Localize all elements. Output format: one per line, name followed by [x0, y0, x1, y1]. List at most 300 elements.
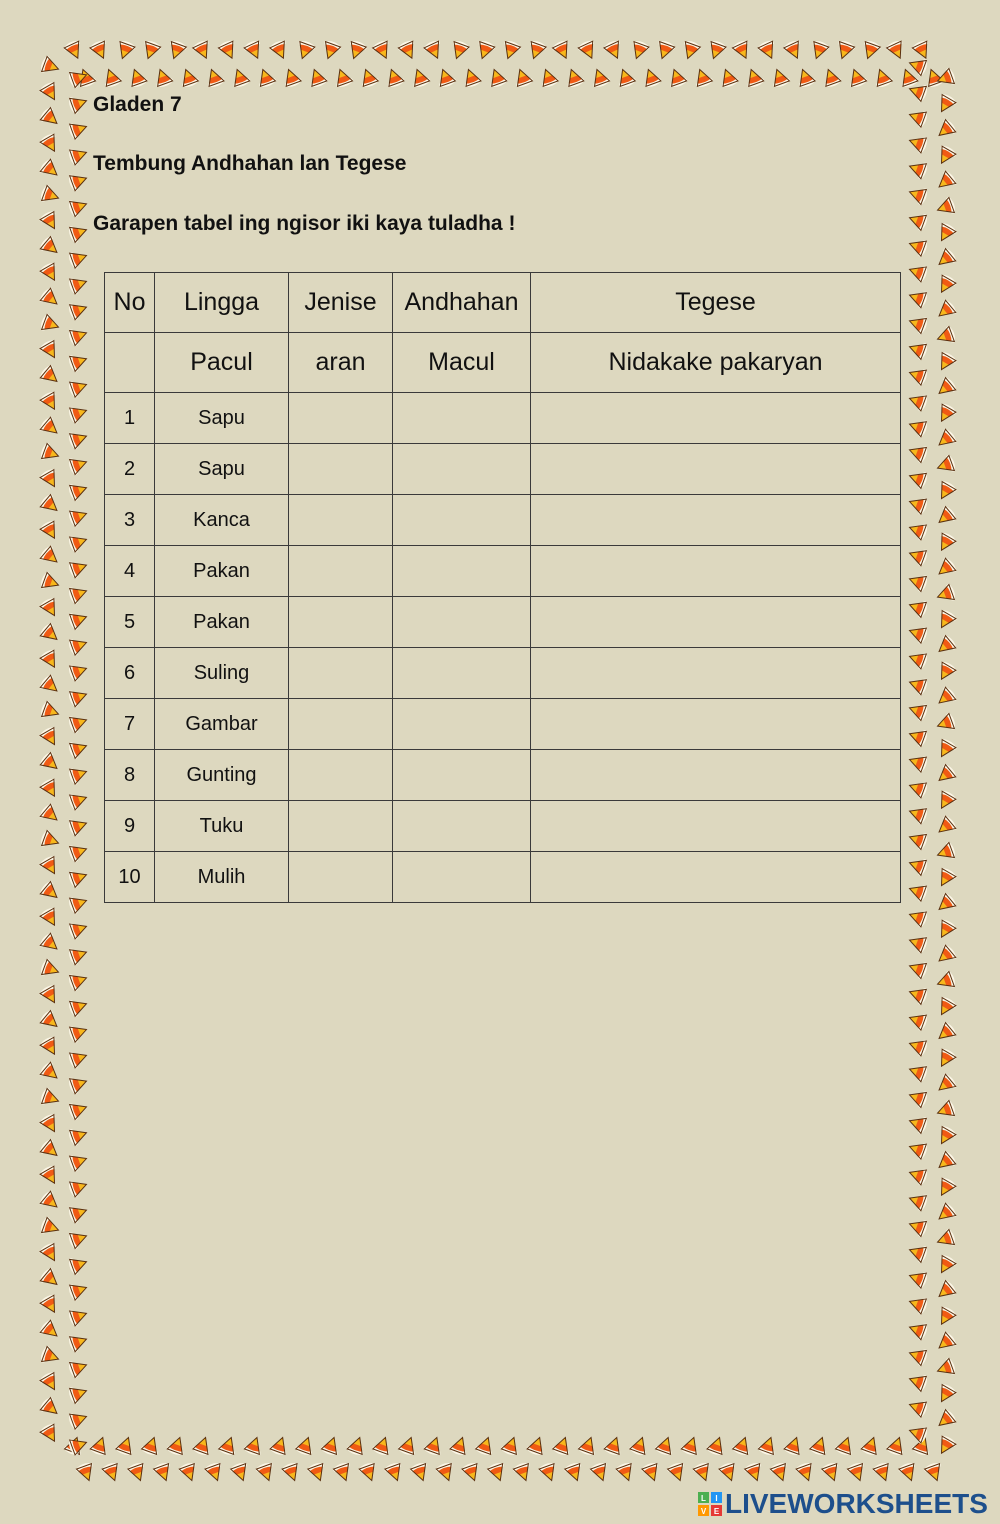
candy-corn-icon	[730, 38, 754, 61]
candy-corn-icon	[512, 1461, 535, 1484]
candy-corn-icon	[934, 454, 957, 477]
candy-corn-icon	[628, 39, 651, 62]
candy-corn-icon	[933, 943, 958, 968]
candy-corn-icon	[67, 531, 90, 554]
candy-corn-icon	[782, 38, 806, 61]
candy-corn-icon	[934, 1099, 957, 1122]
candy-corn-icon	[906, 1396, 929, 1419]
candy-corn-icon	[38, 1266, 63, 1291]
answer-tegese-field[interactable]	[531, 393, 901, 444]
candy-corn-icon	[67, 1356, 90, 1379]
candy-corn-icon	[906, 287, 929, 310]
candy-corn-icon	[933, 891, 958, 916]
example-andhahan: Macul	[393, 333, 531, 393]
candy-corn-icon	[906, 467, 929, 490]
candy-corn-icon	[409, 66, 432, 89]
candy-corn-icon	[294, 1434, 317, 1457]
candy-corn-icon	[614, 66, 637, 89]
candy-corn-icon	[934, 1357, 957, 1380]
candy-corn-icon	[602, 1434, 625, 1457]
row-lingga: Mulih	[155, 852, 289, 903]
candy-corn-icon	[679, 39, 702, 62]
answer-andhahan-field[interactable]	[393, 495, 531, 546]
table-row	[105, 546, 901, 597]
answer-tegese-field[interactable]	[531, 597, 901, 648]
answer-jenise-field[interactable]	[289, 546, 393, 597]
candy-corn-icon	[906, 183, 929, 206]
candy-corn-icon	[255, 1461, 278, 1484]
candy-corn-icon	[39, 1345, 62, 1368]
candy-corn-icon	[38, 1189, 63, 1214]
candy-corn-icon	[906, 906, 929, 929]
candy-corn-icon	[67, 1331, 90, 1354]
candy-corn-icon	[906, 1164, 929, 1187]
candy-corn-icon	[38, 519, 62, 543]
candy-corn-icon	[152, 66, 175, 89]
candy-corn-icon	[67, 118, 90, 141]
logo-text: LIVEWORKSHEETS	[725, 1488, 988, 1519]
candy-corn-icon	[933, 1330, 958, 1355]
worksheet-title: Gladen 7	[93, 93, 182, 116]
candy-corn-icon	[67, 1408, 90, 1431]
candy-corn-icon	[38, 1318, 63, 1343]
candy-corn-icon	[691, 66, 714, 89]
candy-corn-icon	[67, 428, 90, 451]
candy-corn-icon	[934, 737, 958, 761]
example-jenise: aran	[289, 333, 393, 393]
candy-corn-icon	[757, 1434, 780, 1457]
candy-corn-icon	[743, 66, 766, 89]
candy-corn-icon	[934, 1382, 958, 1406]
candy-corn-icon	[906, 364, 929, 387]
candy-corn-icon	[345, 1434, 368, 1457]
candy-corn-icon	[38, 621, 63, 646]
candy-corn-icon	[383, 66, 406, 89]
candy-corn-icon	[229, 1461, 252, 1484]
answer-andhahan-field[interactable]	[393, 699, 531, 750]
candy-corn-icon	[67, 1098, 90, 1121]
candy-corn-icon	[67, 711, 90, 734]
answer-tegese-field[interactable]	[531, 495, 901, 546]
candy-corn-icon	[563, 1461, 586, 1484]
candy-corn-icon	[67, 737, 90, 760]
candy-corn-icon	[654, 1434, 677, 1457]
candy-corn-icon	[906, 648, 929, 671]
candy-corn-icon	[38, 157, 63, 182]
candy-corn-icon	[38, 390, 62, 414]
candy-corn-icon	[794, 1461, 817, 1484]
candy-corn-icon	[38, 673, 63, 698]
candy-corn-icon	[67, 1202, 90, 1225]
candy-corn-icon	[934, 196, 957, 219]
row-lingga: Sapu	[155, 393, 289, 444]
candy-corn-icon	[191, 1434, 214, 1457]
candy-corn-icon	[474, 1434, 497, 1457]
row-no: 1	[105, 393, 155, 444]
candy-corn-icon	[38, 725, 62, 749]
candy-corn-icon	[67, 273, 90, 296]
candy-corn-icon	[933, 1072, 958, 1097]
row-lingga: Pakan	[155, 597, 289, 648]
row-no: 3	[105, 495, 155, 546]
candy-corn-icon	[38, 1241, 62, 1265]
candy-corn-icon	[39, 700, 62, 723]
candy-corn-icon	[906, 338, 929, 361]
candy-corn-icon	[906, 1370, 929, 1393]
candy-corn-icon	[39, 55, 62, 78]
candy-corn-icon	[371, 38, 395, 61]
row-lingga: Kanca	[155, 495, 289, 546]
candy-corn-icon	[934, 608, 958, 632]
candy-corn-icon	[933, 762, 958, 787]
candy-corn-icon	[885, 1434, 908, 1457]
candy-corn-icon	[906, 235, 929, 258]
candy-corn-icon	[640, 1461, 663, 1484]
candy-corn-icon	[906, 880, 929, 903]
candy-corn-icon	[934, 350, 958, 374]
candy-corn-icon	[933, 1201, 958, 1226]
candy-corn-icon	[39, 442, 62, 465]
candy-corn-icon	[67, 918, 90, 941]
candy-corn-icon	[934, 221, 958, 245]
candy-corn-icon	[39, 829, 62, 852]
candy-corn-icon	[331, 66, 354, 89]
candy-corn-icon	[67, 453, 90, 476]
candy-corn-icon	[934, 92, 958, 116]
candy-corn-icon	[906, 312, 929, 335]
candy-corn-icon	[933, 504, 958, 529]
candy-corn-icon	[114, 1434, 137, 1457]
candy-corn-icon	[906, 1009, 929, 1032]
liveworksheets-logo	[698, 1488, 988, 1520]
candy-corn-icon	[38, 1112, 62, 1136]
candy-corn-icon	[38, 648, 62, 672]
candy-corn-icon	[906, 519, 929, 542]
candy-corn-icon	[833, 39, 856, 62]
candy-corn-icon	[934, 583, 957, 606]
candy-corn-icon	[38, 983, 62, 1007]
candy-corn-icon	[434, 66, 457, 89]
candy-corn-icon	[906, 106, 929, 129]
svg-text:I: I	[715, 1494, 718, 1503]
table-row	[105, 597, 901, 648]
candy-corn-icon	[906, 261, 929, 284]
candy-corn-icon	[756, 38, 780, 61]
candy-corn-icon	[38, 1164, 62, 1188]
candy-corn-icon	[906, 803, 929, 826]
candy-corn-icon	[67, 789, 90, 812]
candy-corn-icon	[88, 1434, 111, 1457]
candy-corn-icon	[67, 221, 90, 244]
answer-jenise-field[interactable]	[289, 495, 393, 546]
candy-corn-icon	[67, 479, 90, 502]
answer-tegese-field[interactable]	[531, 648, 901, 699]
worksheet-subtitle: Tembung Andhahan lan Tegese	[93, 152, 407, 175]
answer-jenise-field[interactable]	[289, 852, 393, 903]
candy-corn-icon	[152, 1461, 175, 1484]
candy-corn-icon	[933, 1020, 958, 1045]
candy-corn-icon	[871, 1461, 894, 1484]
example-no	[105, 333, 155, 393]
candy-corn-icon	[409, 1461, 432, 1484]
candy-corn-icon	[67, 660, 90, 683]
candy-corn-icon	[859, 1434, 882, 1457]
candy-corn-icon	[705, 1434, 728, 1457]
candy-corn-icon	[67, 505, 90, 528]
candy-corn-icon	[67, 299, 90, 322]
candy-corn-icon	[38, 261, 62, 285]
candy-corn-icon	[67, 402, 90, 425]
candy-corn-icon	[640, 66, 663, 89]
candy-corn-icon	[268, 1434, 291, 1457]
answer-andhahan-field[interactable]	[393, 852, 531, 903]
candy-corn-icon	[934, 144, 958, 168]
candy-corn-icon	[906, 854, 929, 877]
candy-corn-icon	[934, 531, 958, 555]
candy-corn-icon	[845, 66, 868, 89]
row-no: 6	[105, 648, 155, 699]
candy-corn-icon	[934, 1434, 958, 1458]
candy-corn-icon	[934, 1253, 958, 1277]
candy-corn-icon	[203, 1461, 226, 1484]
candy-corn-icon	[67, 1305, 90, 1328]
candy-corn-icon	[67, 170, 90, 193]
table-row	[105, 495, 901, 546]
answer-tegese-field[interactable]	[531, 444, 901, 495]
header-no: No	[105, 273, 155, 333]
table-row	[105, 750, 901, 801]
answer-andhahan-field[interactable]	[393, 546, 531, 597]
candy-corn-icon	[933, 1149, 958, 1174]
candy-corn-icon	[717, 66, 740, 89]
candy-corn-icon	[67, 763, 90, 786]
candy-corn-icon	[933, 1278, 958, 1303]
candy-corn-icon	[933, 685, 958, 710]
candy-corn-icon	[67, 1227, 90, 1250]
candy-corn-icon	[906, 828, 929, 851]
candy-corn-icon	[67, 1176, 90, 1199]
table-row	[105, 393, 901, 444]
candy-corn-icon	[38, 931, 63, 956]
answer-jenise-field[interactable]	[289, 444, 393, 495]
candy-corn-icon	[906, 1267, 929, 1290]
candy-corn-icon	[794, 66, 817, 89]
candy-corn-icon	[38, 1008, 63, 1033]
candy-corn-icon	[906, 1319, 929, 1342]
answer-andhahan-field[interactable]	[393, 597, 531, 648]
candy-corn-icon	[820, 1461, 843, 1484]
table-row	[105, 801, 901, 852]
candy-corn-icon	[768, 66, 791, 89]
candy-corn-icon	[38, 906, 62, 930]
candy-corn-icon	[933, 117, 958, 142]
candy-corn-icon	[38, 209, 62, 233]
row-no: 4	[105, 546, 155, 597]
candy-corn-icon	[537, 66, 560, 89]
candy-corn-icon	[306, 66, 329, 89]
candy-corn-icon	[859, 39, 882, 62]
candy-corn-icon	[906, 209, 929, 232]
candy-corn-icon	[871, 66, 894, 89]
header-jenise: Jenise	[289, 273, 393, 333]
candy-corn-icon	[934, 995, 958, 1019]
row-lingga: Suling	[155, 648, 289, 699]
candy-corn-icon	[934, 479, 958, 503]
row-no: 10	[105, 852, 155, 903]
candy-corn-icon	[38, 286, 63, 311]
candy-corn-icon	[67, 634, 90, 657]
candy-corn-icon	[140, 39, 163, 62]
candy-corn-icon	[38, 80, 62, 104]
answer-tegese-field[interactable]	[531, 801, 901, 852]
candy-corn-icon	[165, 39, 188, 62]
answer-jenise-field[interactable]	[289, 699, 393, 750]
answer-andhahan-field[interactable]	[393, 801, 531, 852]
candy-corn-icon	[460, 1461, 483, 1484]
worksheet-instruction: Garapen tabel ing ngisor iki kaya tuladha !	[93, 212, 516, 235]
candy-corn-icon	[38, 596, 62, 620]
candy-corn-icon	[67, 866, 90, 889]
candy-corn-icon	[906, 1293, 929, 1316]
answer-andhahan-field[interactable]	[393, 444, 531, 495]
candy-corn-icon	[934, 918, 958, 942]
answer-jenise-field[interactable]	[289, 648, 393, 699]
candy-corn-icon	[933, 427, 958, 452]
candy-corn-icon	[500, 1434, 523, 1457]
answer-jenise-field[interactable]	[289, 393, 393, 444]
answer-jenise-field[interactable]	[289, 597, 393, 648]
candy-corn-icon	[563, 66, 586, 89]
candy-corn-icon	[906, 725, 929, 748]
candy-corn-icon	[371, 1434, 394, 1457]
candy-corn-icon	[38, 1137, 63, 1162]
candy-corn-icon	[39, 1216, 62, 1239]
answer-jenise-field[interactable]	[289, 750, 393, 801]
candy-corn-icon	[67, 92, 90, 115]
candy-corn-icon	[537, 1461, 560, 1484]
candy-corn-icon	[906, 1086, 929, 1109]
candy-corn-icon	[38, 544, 63, 569]
candy-corn-icon	[448, 1434, 471, 1457]
answer-tegese-field[interactable]	[531, 852, 901, 903]
candy-corn-icon	[906, 1112, 929, 1135]
candy-corn-icon	[906, 1035, 929, 1058]
candy-corn-icon	[691, 1461, 714, 1484]
answer-tegese-field[interactable]	[531, 750, 901, 801]
table-row	[105, 699, 901, 750]
candy-corn-icon	[906, 1344, 929, 1367]
candy-corn-icon	[67, 350, 90, 373]
candy-corn-icon	[100, 1461, 123, 1484]
answer-andhahan-field[interactable]	[393, 393, 531, 444]
candy-corn-icon	[294, 39, 317, 62]
candy-corn-icon	[38, 1395, 63, 1420]
candy-corn-icon	[319, 39, 342, 62]
candy-corn-icon	[67, 1253, 90, 1276]
candy-corn-icon	[67, 815, 90, 838]
candy-corn-icon	[38, 777, 62, 801]
row-lingga: Gunting	[155, 750, 289, 801]
candy-corn-icon	[679, 1434, 702, 1457]
candy-corn-icon	[906, 1138, 929, 1161]
candy-corn-icon	[906, 777, 929, 800]
header-andhahan: Andhahan	[393, 273, 531, 333]
candy-corn-icon	[67, 944, 90, 967]
candy-corn-icon	[67, 608, 90, 631]
candy-corn-icon	[67, 1279, 90, 1302]
candy-corn-icon	[242, 38, 266, 61]
row-no: 7	[105, 699, 155, 750]
candy-corn-icon	[906, 957, 929, 980]
candy-corn-icon	[934, 1228, 957, 1251]
candy-corn-icon	[743, 1461, 766, 1484]
candy-corn-icon	[731, 1434, 754, 1457]
row-no: 9	[105, 801, 155, 852]
candy-corn-icon	[38, 750, 63, 775]
candy-corn-icon	[934, 325, 957, 348]
candy-corn-icon	[38, 1370, 62, 1394]
candy-corn-icon	[38, 1060, 63, 1085]
example-lingga: Pacul	[155, 333, 289, 393]
candy-corn-icon	[934, 841, 957, 864]
candy-corn-icon	[268, 38, 292, 61]
row-lingga: Sapu	[155, 444, 289, 495]
candy-corn-icon	[782, 1434, 805, 1457]
candy-corn-icon	[666, 1461, 689, 1484]
candy-corn-icon	[906, 441, 929, 464]
answer-tegese-field[interactable]	[531, 546, 901, 597]
answer-andhahan-field[interactable]	[393, 750, 531, 801]
candy-corn-icon	[906, 493, 929, 516]
candy-corn-icon	[217, 1434, 240, 1457]
candy-corn-icon	[320, 1434, 343, 1457]
example-row	[105, 333, 901, 393]
candy-corn-icon	[165, 1434, 188, 1457]
candy-corn-icon	[808, 39, 831, 62]
candy-corn-icon	[38, 802, 63, 827]
candy-corn-icon	[906, 416, 929, 439]
answer-jenise-field[interactable]	[289, 801, 393, 852]
candy-corn-icon	[614, 1461, 637, 1484]
candy-corn-icon	[280, 1461, 303, 1484]
candy-corn-icon	[332, 1461, 355, 1484]
answer-tegese-field[interactable]	[531, 699, 901, 750]
candy-corn-icon	[280, 66, 303, 89]
candy-corn-icon	[934, 1305, 958, 1329]
candy-corn-icon	[62, 38, 86, 61]
candy-corn-icon	[75, 1461, 98, 1484]
candy-corn-icon	[67, 557, 90, 580]
candy-corn-icon	[897, 1461, 920, 1484]
worksheet-table	[104, 272, 901, 903]
candy-corn-icon	[39, 313, 62, 336]
candy-corn-icon	[67, 686, 90, 709]
candy-corn-icon	[906, 699, 929, 722]
candy-corn-icon	[933, 814, 958, 839]
candy-corn-icon	[39, 958, 62, 981]
candy-corn-icon	[933, 246, 958, 271]
candy-corn-icon	[39, 184, 62, 207]
candy-corn-icon	[396, 38, 420, 61]
candy-corn-icon	[486, 66, 509, 89]
svg-text:L: L	[701, 1494, 706, 1503]
candy-corn-icon	[934, 1124, 958, 1148]
candy-corn-icon	[397, 1434, 420, 1457]
candy-corn-icon	[934, 970, 957, 993]
candy-corn-icon	[67, 582, 90, 605]
candy-corn-icon	[434, 1461, 457, 1484]
answer-andhahan-field[interactable]	[393, 648, 531, 699]
